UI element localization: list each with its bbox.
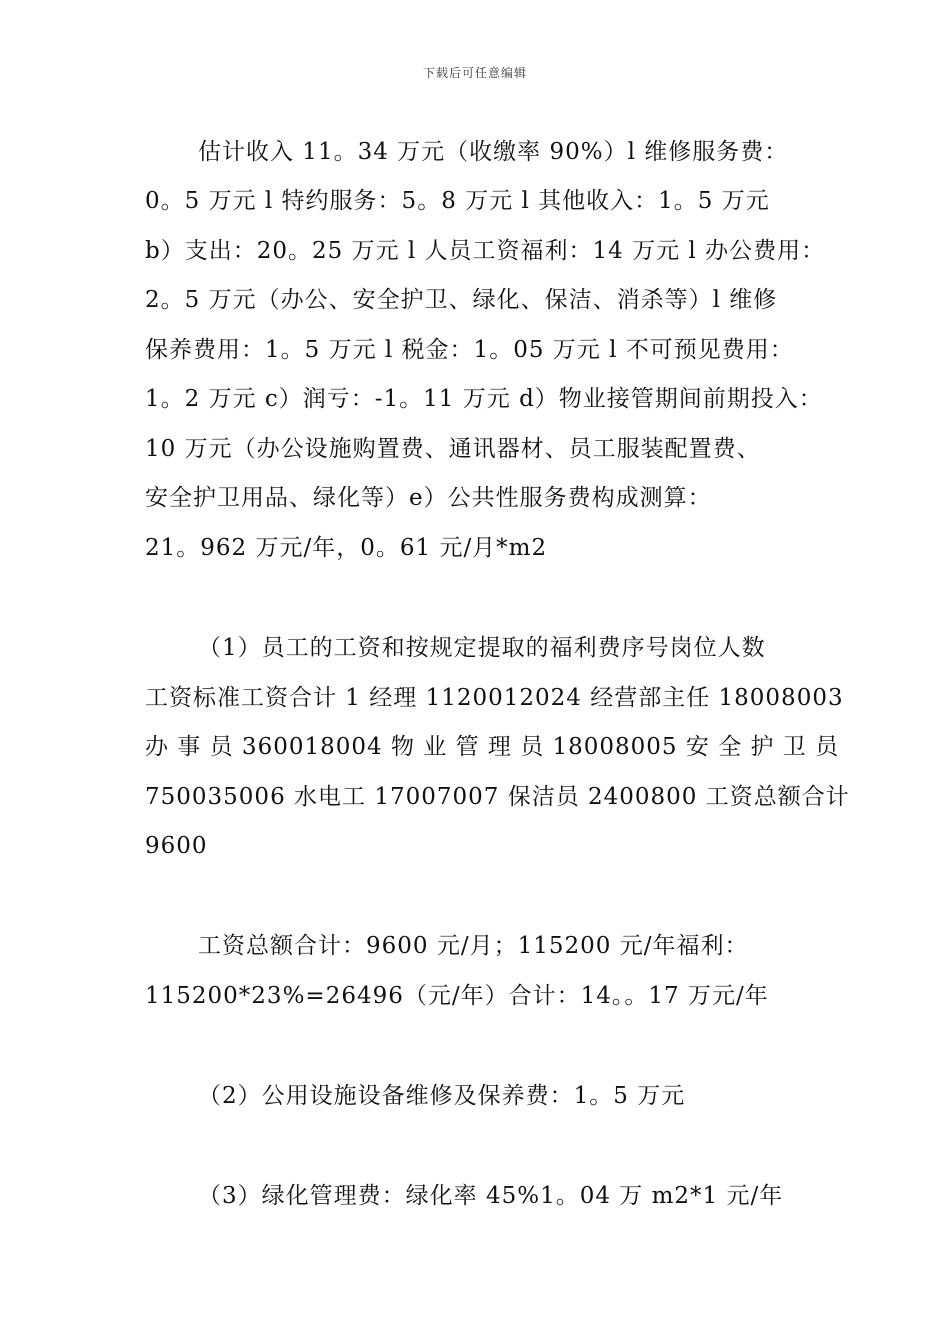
text-line: 安全护卫用品、绿化等）e）公共性服务费构成测算： — [145, 485, 712, 511]
text-line: b）支出：20。25 万元 l 人员工资福利：14 万元 l 办公费用： — [145, 238, 826, 264]
text-line: 9600 — [145, 833, 208, 859]
text-line: 工资总额合计：9600 元/月；115200 元/年福利： — [198, 933, 749, 959]
text-line: 1。2 万元 c）润亏：-1。11 万元 d）物业接管期间前期投入： — [145, 386, 823, 412]
text-line: 750035006 水电工 17007007 保洁员 2400800 工资总额合计 — [145, 784, 850, 810]
page-header: 下载后可任意编辑 — [422, 66, 527, 80]
text-line: （3）绿化管理费：绿化率 45%1。04 万 m2*1 元/年 — [198, 1183, 784, 1209]
text-line: 21。962 万元/年，0。61 元/月*m2 — [145, 535, 548, 561]
text-line: （2）公用设施设备维修及保养费：1。5 万元 — [198, 1083, 686, 1109]
text-line: 0。5 万元 l 特约服务：5。8 万元 l 其他收入：1。5 万元 — [145, 188, 770, 214]
text-line: （1）员工的工资和按规定提取的福利费序号岗位人数 — [198, 635, 766, 661]
text-line: 工资标准工资合计 1 经理 1120012024 经营部主任 18008003 — [145, 685, 844, 711]
text-line: 10 万元（办公设施购置费、通讯器材、员工服装配置费、 — [145, 436, 761, 462]
text-line: 估计收入 11。34 万元（收缴率 90%）l 维修服务费： — [198, 139, 789, 165]
text-line: 115200*23%=26496（元/年）合计：14。。17 万元/年 — [145, 983, 769, 1009]
text-line: 保养费用：1。5 万元 l 税金：1。05 万元 l 不可预见费用： — [145, 337, 794, 363]
text-line: 2。5 万元（办公、安全护卫、绿化、保洁、消杀等）l 维修 — [145, 287, 778, 313]
text-line: 办 事 员 360018004 物 业 管 理 员 18008005 安 全 护 卫 员 — [145, 734, 840, 760]
